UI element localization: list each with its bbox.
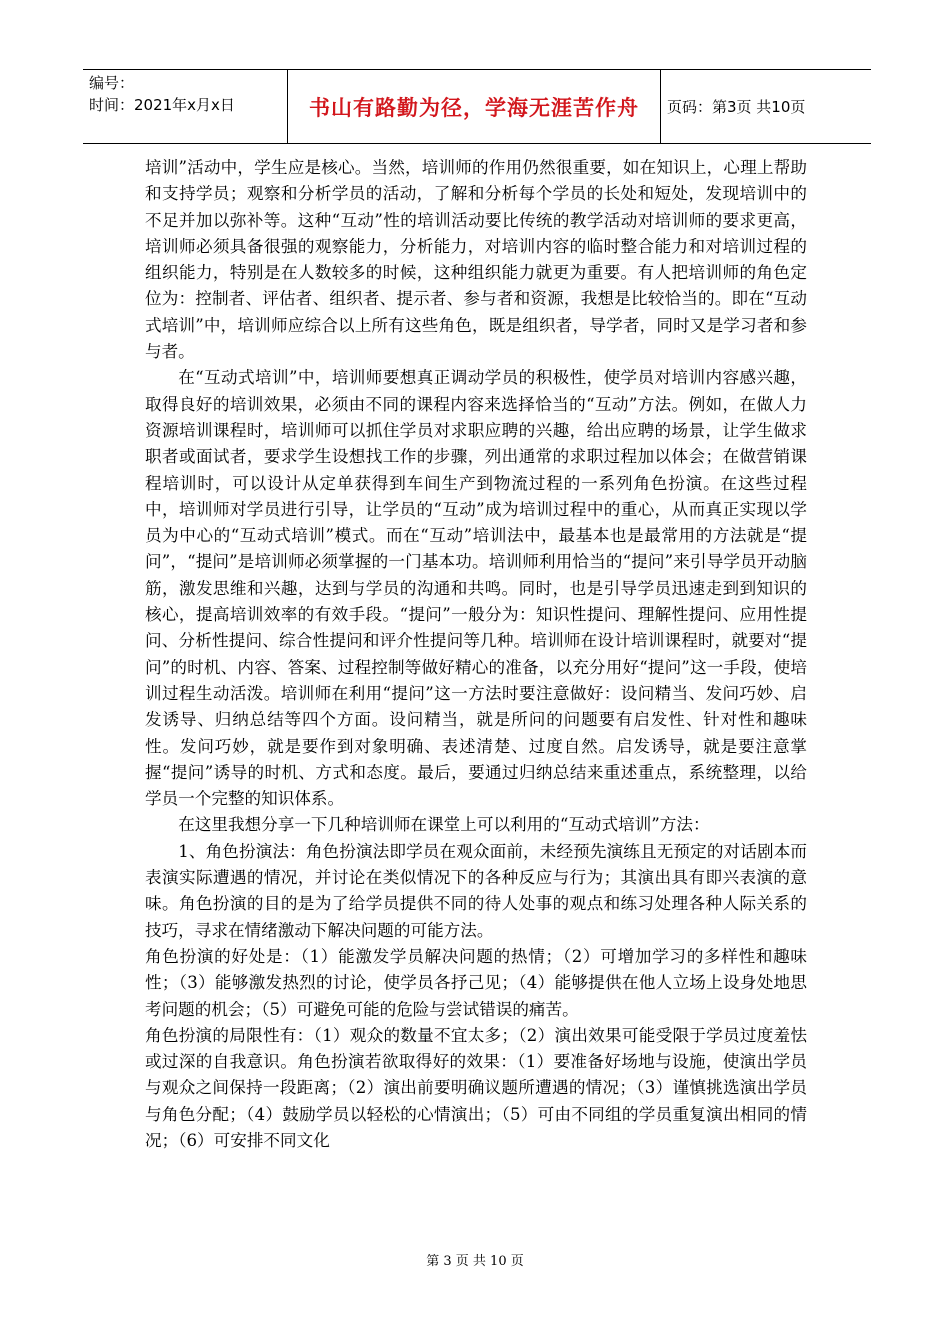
page-footer: 第 3 页 共 10 页 [426,1254,524,1269]
header-motto: 书山有路勤为径，学海无涯苦作舟 [309,95,639,120]
header-page-info-cell [661,70,871,143]
page-header [83,69,871,144]
header-meta [83,70,288,143]
document-number: 编号： [89,74,135,92]
document-body [145,155,807,1154]
paragraph: 在这里我想分享一下几种培训师在课堂上可以利用的“互动式培训”方法： [178,815,710,835]
paragraph: 角色扮演的局限性有：（1）观众的数量不宜太多；（2）演出效果可能受限于学员过度羞怯或过深的自我意识。角色扮演若欲取得好的效果：（1）要准备好场地与设施，使演出学员与观众之间保持一段距离；（2）演出前要明确议题所遭遇的情况；（3）谨慎挑选演出学员与角色分配；（4）鼓励学员以轻松的心情演出；（5）可由不同组的学员重复演出相同的情况；（6）可安排不同文化 [145,1025,807,1150]
header-motto-cell [288,70,661,143]
paragraph: 1、角色扮演法：角色扮演法即学员在观众面前，未经预先演练且无预定的对话剧本而表演实际遭遇的情况，并讨论在类似情况下的各种反应与行为；其演出具有即兴表演的意味。角色扮演的目的是为了给学员提供不同的待人处事的观点和练习处理各种人际关系的技巧，寻求在情绪激动下解决问题的可能方法。 [145,841,807,940]
paragraph: 培训”活动中，学生应是核心。当然，培训师的作用仍然很重要，如在知识上，心理上帮助和支持学员；观察和分析学员的活动，了解和分析每个学员的长处和短处，发现培训中的不足并加以弥补等。这种“互动”性的培训活动要比传统的教学活动对培训师的要求更高，培训师必须具备很强的观察能力，分析能力，对培训内容的临时整合能力和对培训过程的组织能力，特别是在人数较多的时候，这种组织能力就更为重要。有人把培训师的角色定位为：控制者、评估者、组织者、提示者、参与者和资源，我想是比较恰当的。即在“互动式培训”中，培训师应综合以上所有这些角色，既是组织者，导学者，同时又是学习者和参与者。 [145,158,807,362]
paragraph: 在“互动式培训”中，培训师要想真正调动学员的积极性，使学员对培训内容感兴趣，取得良好的培训效果，必须由不同的课程内容来选择恰当的“互动”方法。例如，在做人力资源培训课程时，培训师可以抓住学员对求职应聘的兴趣，给出应聘的场景，让学生做求职者或面试者，要求学生设想找工作的步骤，列出通常的求职过程加以体会；在做营销课程培训时，可以设计从定单获得到车间生产到物流过程的一系列角色扮演。在这些过程中，培训师对学员进行引导，让学员的“互动”成为培训过程中的重心，从而真正实现以学员为中心的“互动式培训”模式。而在“互动”培训法中，最基本也是最常用的方法就是“提问”，“提问”是培训师必须掌握的一门基本功。培训师利用恰当的“提问”来引导学员开动脑筋，激发思维和兴趣，达到与学员的沟通和共鸣。同时，也是引导学员迅速走到到知识的核心，提高培训效率的有效手段。“提问”一般分为：知识性提问、理解性提问、应用性提问、分析性提问、综合性提问和评介性提问等几种。培训师在设计培训课程时，就要对“提问”的时机、内容、答案、过程控制等做好精心的准备，以充分用好“提问”这一手段，使培训过程生动活泼。培训师在利用“提问”这一方法时要注意做好：设问精当、发问巧妙、启发诱导、归纳总结等四个方面。设问精当，就是所问的问题要有启发性、针对性和趣味性。发问巧妙，就是要作到对象明确、表述清楚、过度自然。启发诱导，就是要注意掌握“提问”诱导的时机、方式和态度。最后，要通过归纳总结来重述重点，系统整理，以给学员一个完整的知识体系。 [145,368,807,809]
header-page-info: 页码：第3页 共10页 [667,98,806,116]
paragraph: 角色扮演的好处是：（1）能激发学员解决问题的热情；（2）可增加学习的多样性和趣味性；（3）能够激发热烈的讨论，使学员各抒己见；（4）能够提供在他人立场上设身处地思考问题的机会；（5）可避免可能的危险与尝试错误的痛苦。 [145,946,807,1019]
document-time: 时间：2021年x月x日 [89,96,235,114]
